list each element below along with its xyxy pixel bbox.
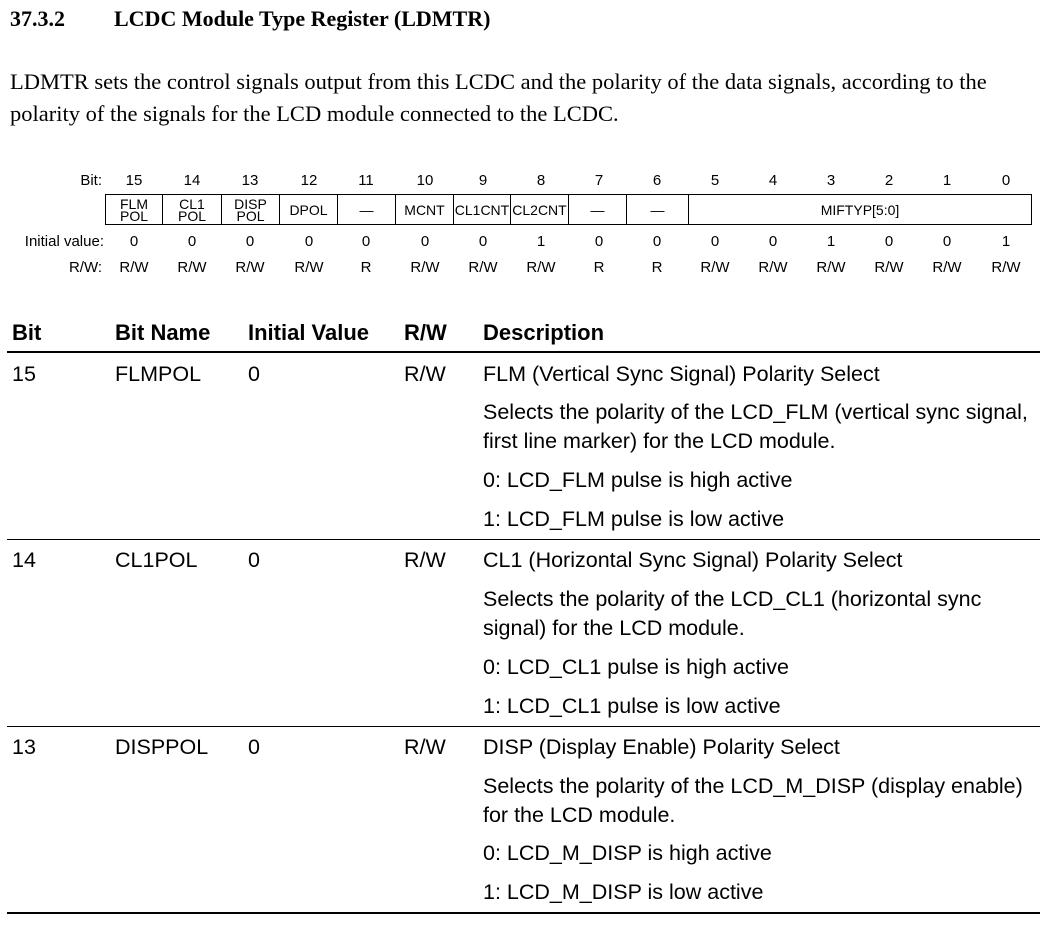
- header-bit-name: Bit Name: [115, 320, 211, 345]
- row-description-title: FLM (Vertical Sync Signal) Polarity Select: [483, 362, 880, 386]
- row-initial-value: 0: [248, 362, 260, 386]
- register-field: [163, 195, 222, 224]
- row-initial-value: 0: [248, 735, 260, 759]
- row-bit-name: FLMPOL: [115, 362, 202, 386]
- initial-value: 0: [478, 233, 488, 250]
- bit-number: 8: [536, 172, 546, 189]
- bit-number: 9: [478, 172, 488, 189]
- row-initial-value: 0: [248, 548, 260, 572]
- rw-value: R/W: [468, 259, 498, 276]
- intro-paragraph: LDMTR sets the control signals output from this LCDC and the polarity of the data signals, according to the polarity of the signals for the LCD module connected to the LCDC.: [10, 69, 987, 126]
- row-bit: 15: [12, 362, 36, 386]
- initial-value: 0: [129, 233, 139, 250]
- row-description-detail: Selects the polarity of the LCD_CL1 (horizontal sync signal) for the LCD module.: [483, 587, 982, 640]
- bit-row-label: Bit:: [80, 172, 102, 189]
- initial-value: 0: [710, 233, 720, 250]
- rw-value: R/W: [177, 259, 207, 276]
- section-title: LCDC Module Type Register (LDMTR): [114, 6, 491, 31]
- header-description: Description: [483, 320, 605, 345]
- register-field-box: [105, 194, 1032, 225]
- register-field-label: —: [359, 201, 374, 218]
- row-option-0: 0: LCD_FLM pulse is high active: [483, 468, 793, 492]
- initial-value: 0: [652, 233, 662, 250]
- register-field: [627, 195, 689, 224]
- register-field-label: POL: [236, 207, 265, 224]
- bit-number: 3: [826, 172, 836, 189]
- bit-number: 13: [241, 172, 259, 189]
- row-divider: [7, 726, 1040, 727]
- rw-value: R/W: [874, 259, 904, 276]
- row-rw: R/W: [404, 362, 446, 386]
- register-field-label: CL1: [179, 195, 205, 212]
- register-field: [454, 195, 511, 224]
- row-rw: R/W: [404, 548, 446, 572]
- header-rw: R/W: [404, 320, 447, 345]
- register-field-label: MIFTYP[5:0]: [820, 201, 900, 218]
- rw-value: R/W: [816, 259, 846, 276]
- section-heading: [10, 6, 490, 32]
- initial-value: 0: [361, 233, 371, 250]
- row-option-1: 1: LCD_CL1 pulse is low active: [483, 694, 781, 718]
- rw-value: R/W: [294, 259, 324, 276]
- rw-value: R/W: [410, 259, 440, 276]
- register-field-label: DPOL: [289, 201, 328, 218]
- register-field-label: POL: [119, 207, 148, 224]
- bit-number: 4: [768, 172, 778, 189]
- register-field: [511, 195, 569, 224]
- row-bit: 14: [12, 548, 36, 572]
- register-field-label: DISP: [234, 195, 267, 212]
- bit-number: 2: [884, 172, 894, 189]
- row-option-0: 0: LCD_CL1 pulse is high active: [483, 655, 789, 679]
- register-field: [689, 195, 1031, 224]
- bit-number: 7: [594, 172, 604, 189]
- bit-number: 0: [1001, 172, 1011, 189]
- row-option-1: 1: LCD_FLM pulse is low active: [483, 507, 785, 531]
- row-description-title: DISP (Display Enable) Polarity Select: [483, 735, 840, 759]
- initial-value: 1: [1001, 233, 1011, 250]
- register-field: [222, 195, 280, 224]
- header-bit: Bit: [12, 320, 42, 345]
- row-bit-name: DISPPOL: [115, 735, 209, 759]
- initial-value: 0: [420, 233, 430, 250]
- initial-value: 1: [826, 233, 836, 250]
- bit-number: 10: [416, 172, 434, 189]
- register-field: [569, 195, 627, 224]
- rw-value: R/W: [991, 259, 1021, 276]
- rw-value: R: [651, 259, 663, 276]
- rw-value: R/W: [235, 259, 265, 276]
- row-description-detail: Selects the polarity of the LCD_FLM (vertical sync signal, first line marker) for the LCD module.: [483, 400, 1028, 453]
- register-field: [280, 195, 338, 224]
- initial-value: 0: [768, 233, 778, 250]
- initial-value: 0: [884, 233, 894, 250]
- table-bottom-rule: [7, 912, 1040, 914]
- register-field: [338, 195, 396, 224]
- section-number: 37.3.2: [10, 6, 65, 31]
- row-bit-name: CL1POL: [115, 548, 198, 572]
- rw-row-label: R/W:: [68, 259, 102, 276]
- register-field-label: —: [650, 201, 665, 218]
- register-field-label: CL1CNT: [454, 201, 510, 218]
- bit-number: 6: [652, 172, 662, 189]
- row-bit: 13: [12, 735, 36, 759]
- bit-number: 11: [358, 172, 374, 189]
- bit-number: 14: [183, 172, 201, 189]
- row-option-0: 0: LCD_M_DISP is high active: [483, 841, 772, 865]
- rw-value: R/W: [932, 259, 962, 276]
- rw-value: R: [593, 259, 605, 276]
- initial-value: 0: [304, 233, 314, 250]
- register-field-label: —: [590, 201, 605, 218]
- initial-value: 0: [942, 233, 952, 250]
- register-field: [106, 195, 163, 224]
- rw-value: R: [360, 259, 372, 276]
- initial-value-label: Initial value:: [24, 233, 104, 250]
- bit-number: 15: [125, 172, 143, 189]
- bit-number: 5: [710, 172, 720, 189]
- bit-number: 12: [300, 172, 318, 189]
- row-option-1: 1: LCD_M_DISP is low active: [483, 880, 764, 904]
- rw-value: R/W: [758, 259, 788, 276]
- row-rw: R/W: [404, 735, 446, 759]
- row-divider: [7, 539, 1040, 540]
- header-rule: [7, 351, 1040, 353]
- initial-value: 0: [245, 233, 255, 250]
- register-field-label: POL: [177, 207, 206, 224]
- rw-value: R/W: [700, 259, 730, 276]
- initial-value: 0: [187, 233, 197, 250]
- initial-value: 1: [536, 233, 546, 250]
- rw-value: R/W: [526, 259, 556, 276]
- initial-value: 0: [594, 233, 604, 250]
- rw-value: R/W: [119, 259, 149, 276]
- row-description-detail: Selects the polarity of the LCD_M_DISP (display enable) for the LCD module.: [483, 774, 1023, 827]
- row-description-title: CL1 (Horizontal Sync Signal) Polarity Select: [483, 548, 903, 572]
- header-initial-value: Initial Value: [248, 320, 370, 345]
- register-field: [396, 195, 454, 224]
- register-field-label: FLM: [120, 195, 148, 212]
- bit-number: 1: [942, 172, 952, 189]
- register-field-label: CL2CNT: [512, 201, 567, 218]
- register-field-label: MCNT: [404, 201, 445, 218]
